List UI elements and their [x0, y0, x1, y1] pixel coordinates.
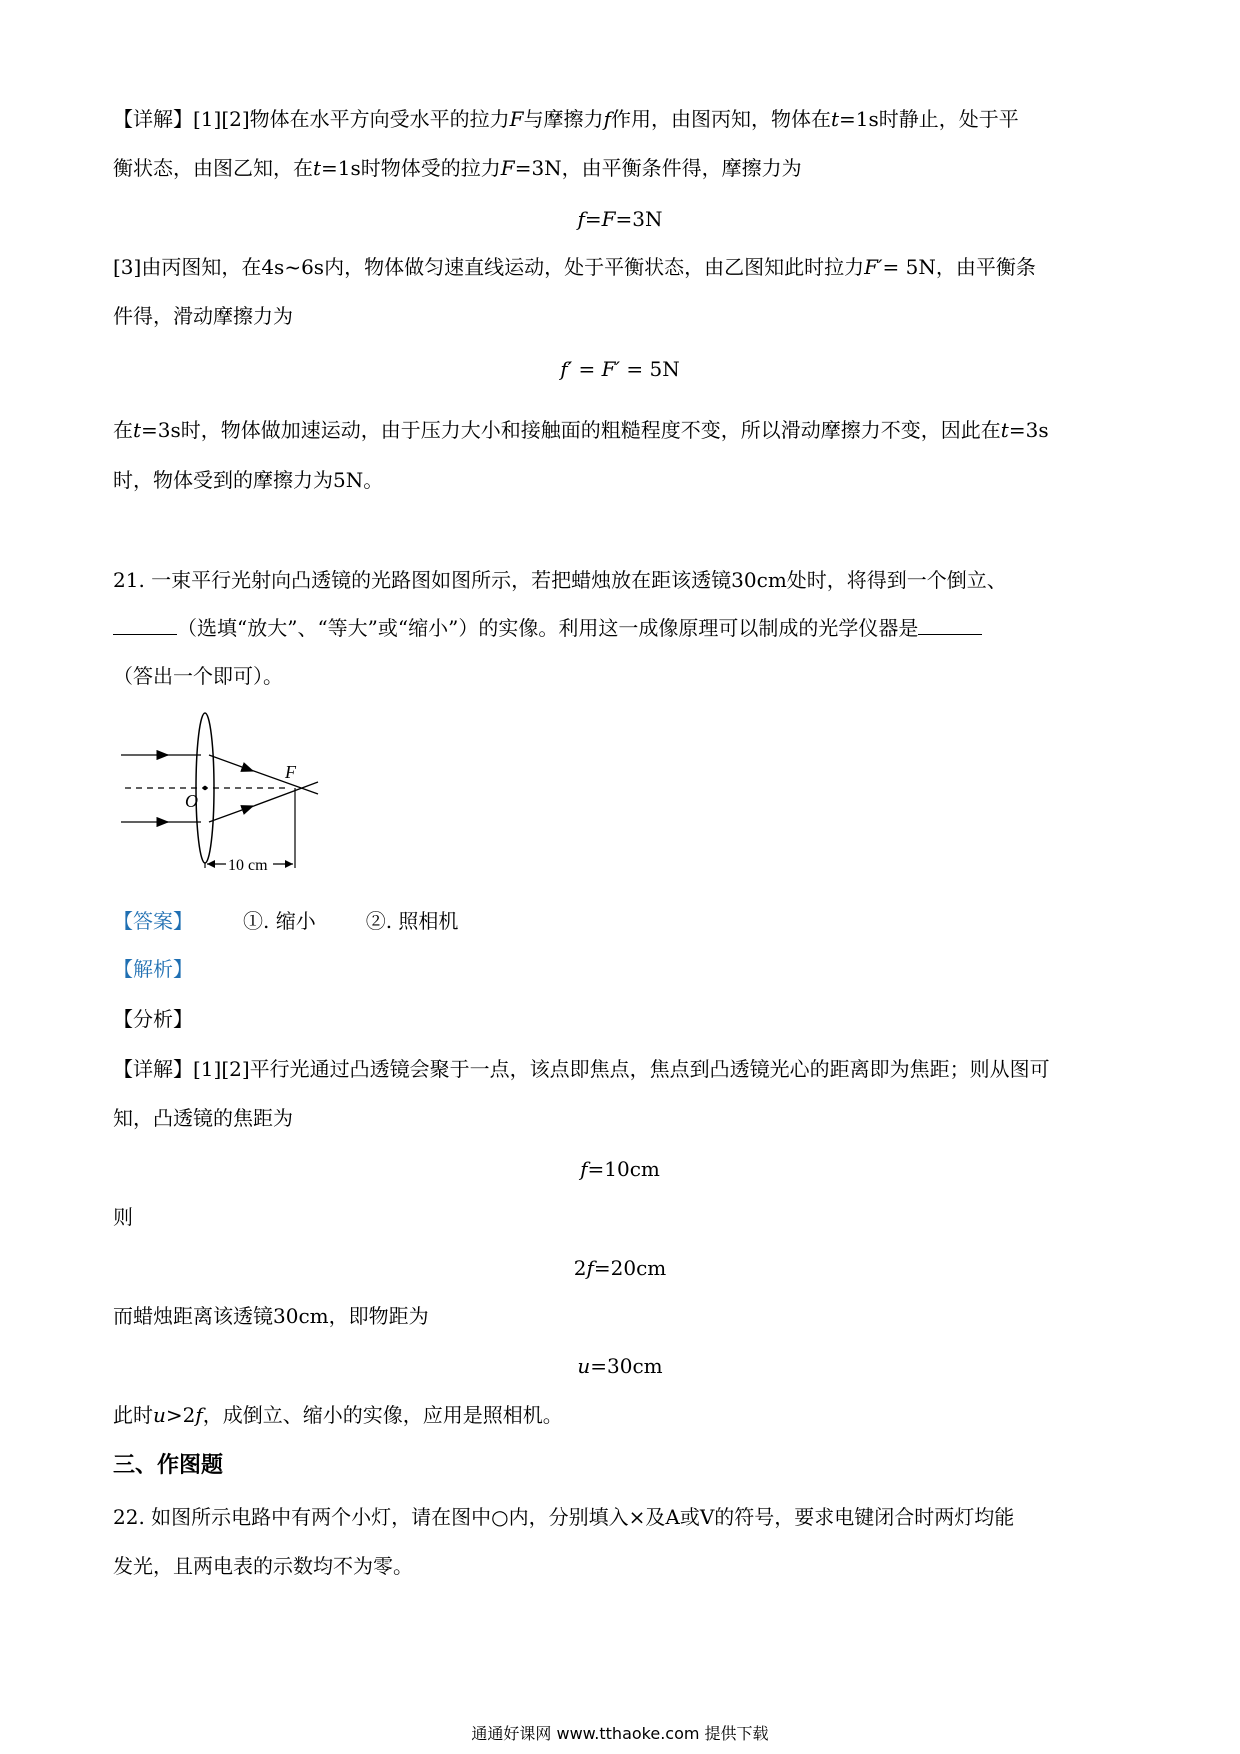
p20-equation-2: f′ = F′ = 5N [560, 357, 680, 381]
p21-conclusion: 此时u>2f，成倒立、缩小的实像，应用是照相机。 [113, 1403, 563, 1427]
p20-line-4: 件得，滑动摩擦力为 [113, 304, 293, 328]
p20-equation-1: f=F=3N [577, 207, 663, 231]
answer-row: 【答案】 ①. 缩小 ②. 照相机 [113, 909, 459, 933]
equation-2f: 2f=20cm [573, 1256, 667, 1280]
equation-u: u=30cm [577, 1354, 663, 1378]
p20-line-3: [3]由丙图知，在4s~6s内，物体做匀速直线运动，处于平衡状态，由乙图知此时拉力F′= 5N，由平衡条 [113, 255, 1036, 279]
label-F: F [285, 762, 296, 782]
section-heading: 三、作图题 [113, 1452, 224, 1478]
p21-detail-line-1: 【详解】[1][2]平行光通过凸透镜会聚于一点，该点即焦点，焦点到凸透镜光心的距离即为焦距；则从图可 [113, 1057, 1050, 1081]
p22-line-1: 22. 如图所示电路中有两个小灯，请在图中○内，分别填入×及A或V的符号，要求电键闭合时两灯均能 [113, 1505, 1015, 1529]
p20-line-2: 衡状态，由图乙知，在t=1s时物体受的拉力F=3N，由平衡条件得，摩擦力为 [113, 156, 802, 180]
label-O: O [185, 791, 198, 811]
label-10cm: 10 cm [228, 857, 268, 873]
convex-lens-ray-diagram [113, 708, 333, 873]
answer-blank-1 [113, 616, 177, 635]
p20-line-1: 【详解】[1][2]物体在水平方向受水平的拉力F与摩擦力f作用，由图丙知，物体在t=1s时静止，处于平 [113, 107, 1019, 131]
p21-question-line-1: 21. 一束平行光射向凸透镜的光路图如图所示，若把蜡烛放在距该透镜30cm处时，将得到一个倒立、 [113, 568, 1007, 592]
answer-blank-2 [918, 616, 982, 635]
footer: 通通好课网 www.tthaoke.com 提供下载 [471, 1724, 769, 1743]
fenxi-label: 【分析】 [113, 1007, 193, 1031]
p21-detail-line-2: 知，凸透镜的焦距为 [113, 1106, 293, 1130]
analysis-label: 【解析】 [113, 957, 193, 981]
p22-line-2: 发光，且两电表的示数均不为零。 [113, 1554, 413, 1578]
p20-line-6: 时，物体受到的摩擦力为5N。 [113, 468, 384, 492]
p21-question-line-3: （答出一个即可）。 [113, 664, 283, 688]
equation-f: f=10cm [580, 1157, 660, 1181]
p21-question-line-2: （选填“放大”、“等大”或“缩小”）的实像。利用这一成像原理可以制成的光学仪器是 [113, 614, 1133, 642]
optical-center [203, 786, 207, 790]
p20-line-5: 在t=3s时，物体做加速运动，由于压力大小和接触面的粗糙程度不变，所以滑动摩擦力不变，因此在t=3s [113, 418, 1049, 442]
p21-detail-line-3: 而蜡烛距离该透镜30cm，即物距为 [113, 1304, 429, 1328]
ray-out-top [209, 755, 253, 771]
ze-line: 则 [113, 1205, 133, 1229]
ray-out-bottom [209, 806, 253, 822]
